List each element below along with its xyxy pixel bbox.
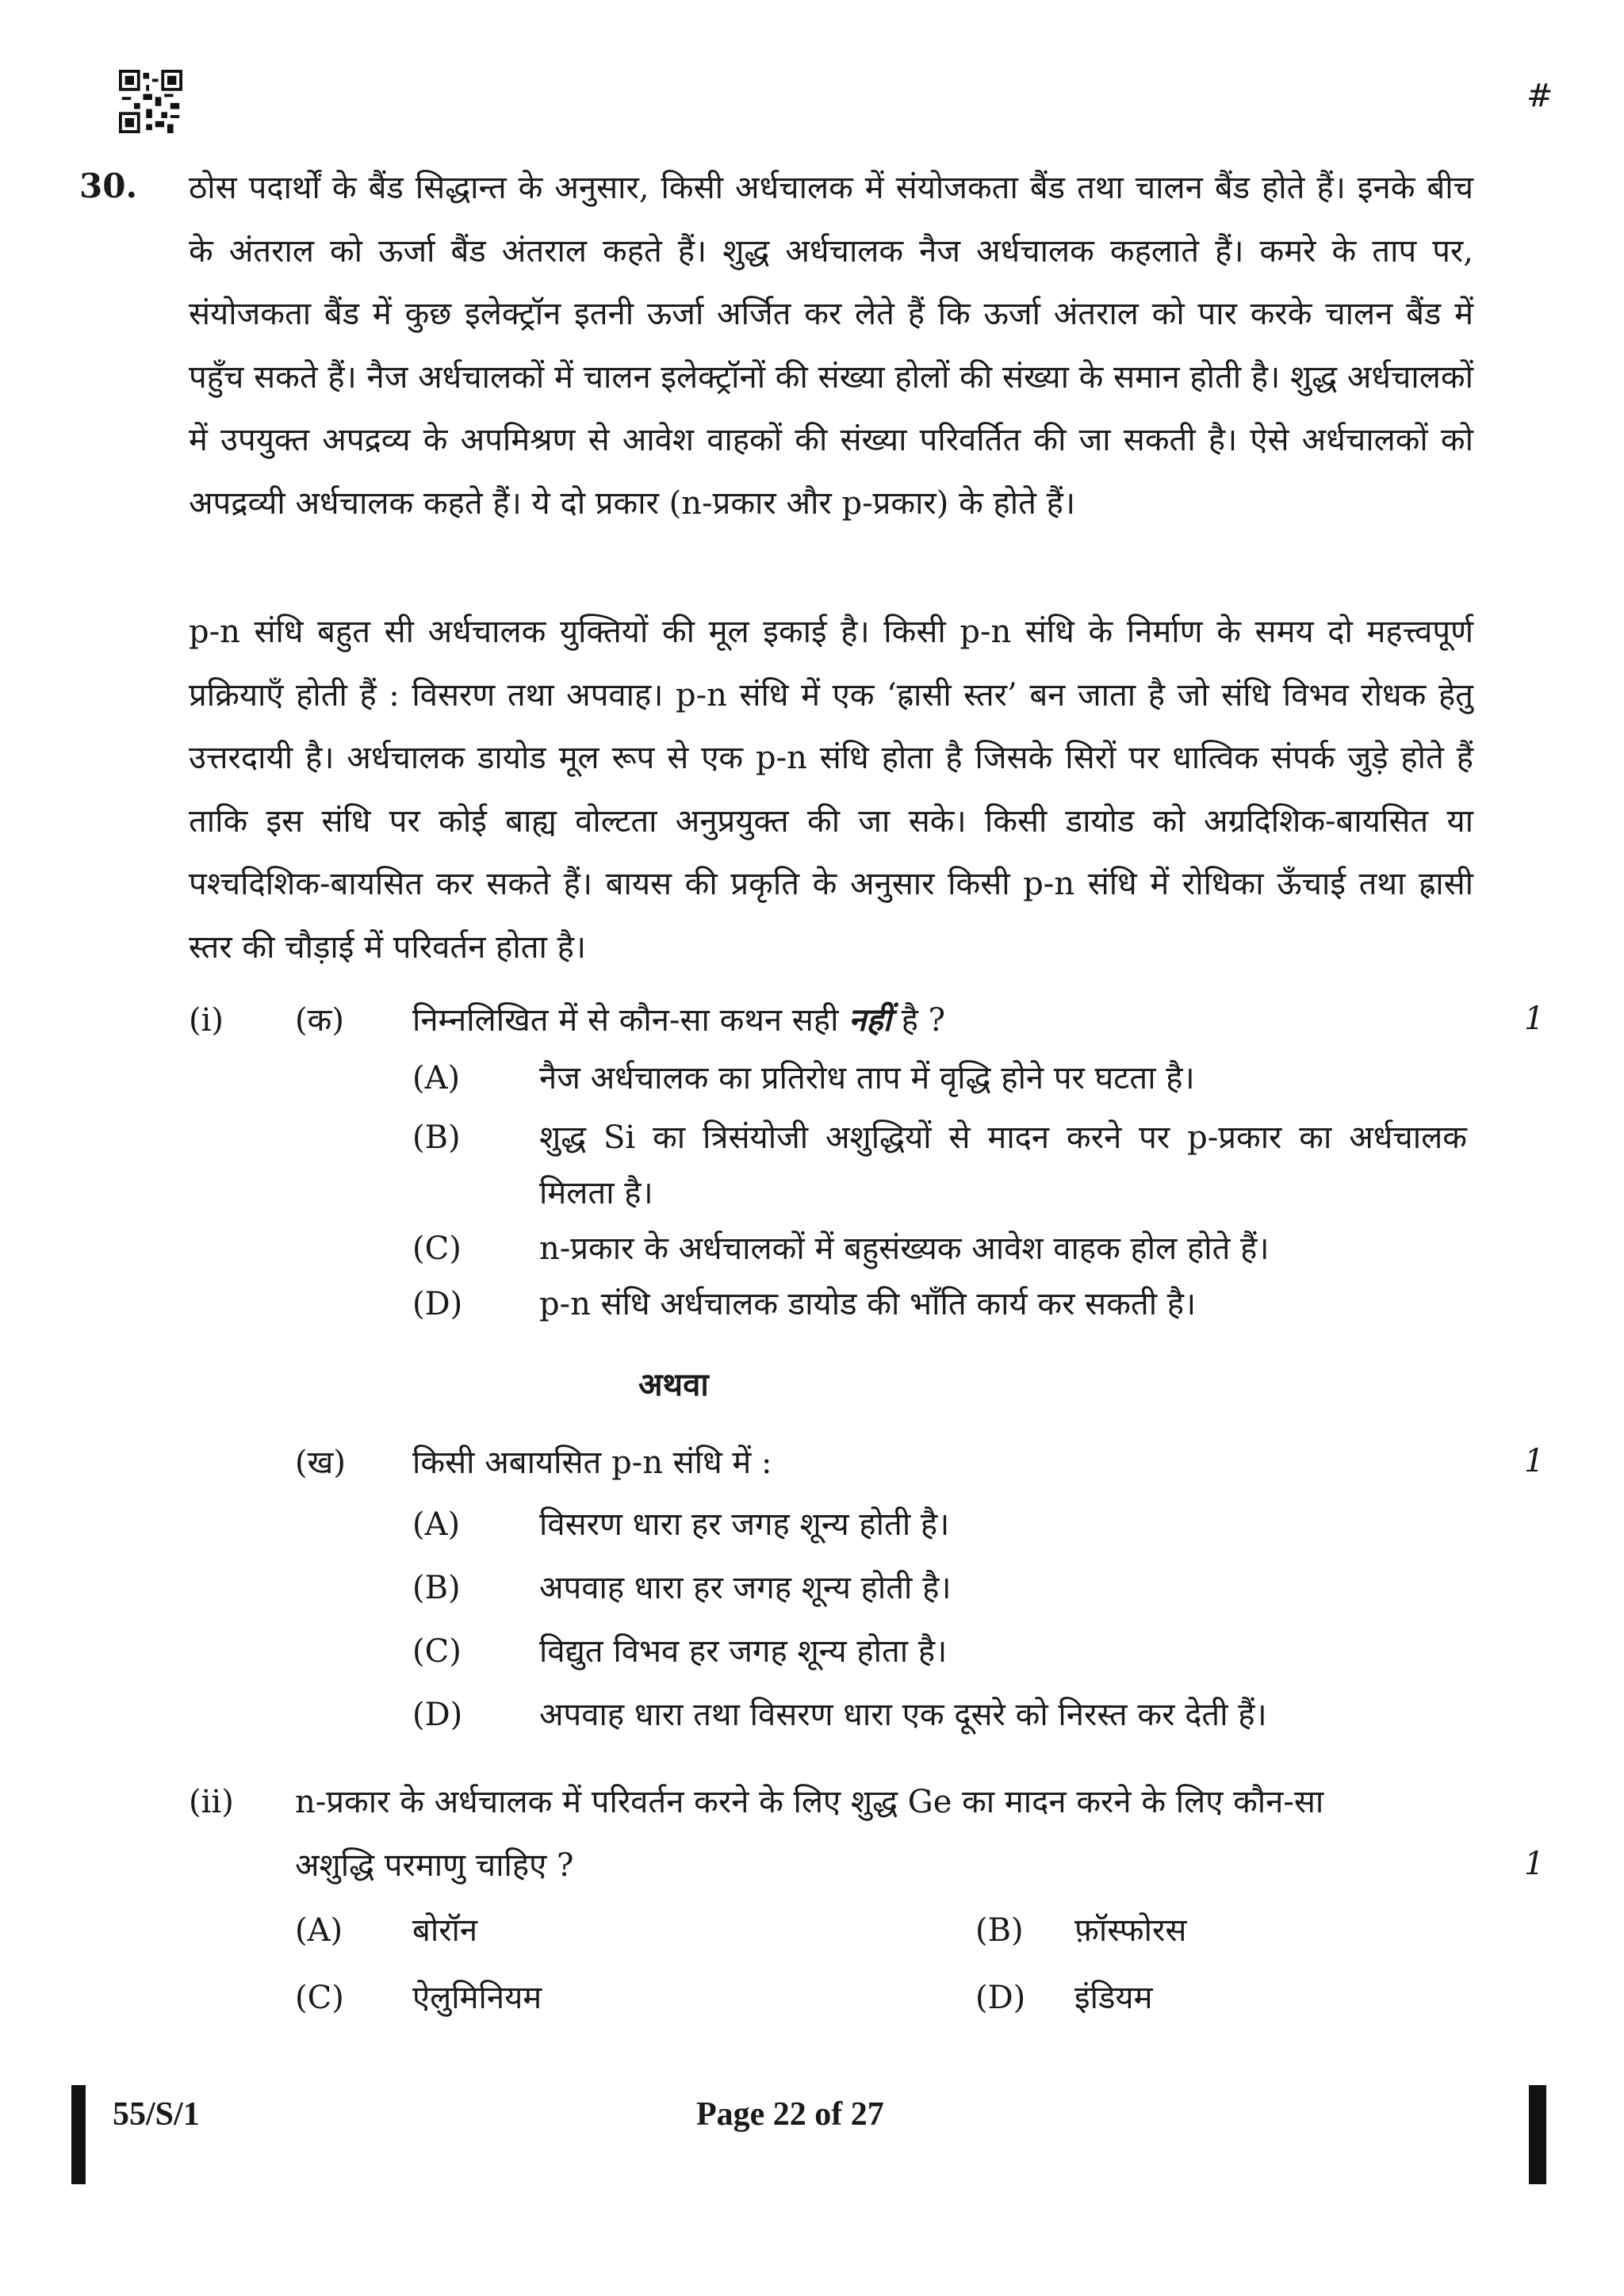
option-label: (B) [412, 1570, 461, 1606]
option-label: (C) [295, 1980, 344, 2016]
option-label: (A) [412, 1060, 461, 1096]
part-ka-question [412, 1001, 945, 1040]
option-text: फ़ॉस्फोरस [1074, 1912, 1187, 1949]
paper-code: 55/S/1 [113, 2096, 200, 2133]
option-text: इंडियम [1074, 1980, 1153, 2016]
option-label: (A) [295, 1912, 343, 1949]
option-text: शुद्ध Si का त्रिसंयोजी अशुद्धियों से मादन करने पर p-प्रकार का अर्धचालक मिलता है। [539, 1119, 1467, 1211]
option-text: p-n संधि अर्धचालक डायोड की भाँति कार्य कर सकती है। [539, 1286, 1197, 1322]
or-separator: अथवा [638, 1366, 709, 1403]
subquestion-ii-line2: अशुद्धि परमाणु चाहिए ? [295, 1847, 574, 1884]
option-text: नैज अर्धचालक का प्रतिरोध ताप में वृद्धि होने पर घटता है। [539, 1060, 1195, 1096]
part-ka-text-after: है ? [891, 1002, 946, 1039]
option-label: (D) [412, 1697, 463, 1733]
option-text: बोरॉन [412, 1912, 478, 1949]
passage-paragraph-2: p-n संधि बहुत सी अर्धचालक युक्तियों की मूल इकाई है। किसी p-n संधि के निर्माण के समय दो महत्त्वपूर्ण प्रक्रियाएँ होती हैं : विसरण तथा अपवाह। p-n संधि में एक ‘ह्रासी स्तर’ बन जाता है जो संधि विभव रोधक हेतु उत्तरदायी है। अर्धचालक डायोड मूल रूप से एक p-n संधि होता है जिसके सिरों पर धात्विक संपर्क जुड़े होते हैं ताकि इस संधि पर कोई बाह्य वोल्टता अनुप्रयुक्त की जा सके। किसी डायोड को अग्रदिशिक-बायसित या पश्चदिशिक-बायसित कर सकते हैं। बायस की प्रकृति के अनुसार किसी p-n संधि में रोधिका ऊँचाई तथा ह्रासी स्तर की चौड़ाई में परिवर्तन होता है। [189, 614, 1473, 966]
part-kha-label: (ख) [295, 1445, 346, 1481]
part-ka-emphasis: नहीं [848, 1001, 891, 1039]
option-text: विद्युत विभव हर जगह शून्य होता है। [539, 1633, 948, 1670]
part-ka-label: (क) [295, 1002, 344, 1039]
passage-paragraph-1: ठोस पदार्थों के बैंड सिद्धान्त के अनुसार, किसी अर्धचालक में संयोजकता बैंड तथा चालन बैंड होते हैं। इनके बीच के अंतराल को ऊर्जा बैंड अंतराल कहते हैं। शुद्ध अर्धचालक नैज अर्धचालक कहलाते हैं। कमरे के ताप पर, संयोजकता बैंड में कुछ इलेक्ट्रॉन इतनी ऊर्जा अर्जित कर लेते हैं कि ऊर्जा अंतराल को पार करके चालन बैंड में पहुँच सकते हैं। नैज अर्धचालकों में चालन इलेक्ट्रॉनों की संख्या होलों की संख्या के समान होती है। शुद्ध अर्धचालकों में उपयुक्त अपद्रव्य के अपमिश्रण से आवेश वाहकों की संख्या परिवर्तित की जा सकती है। ऐसे अर्धचालकों को अपद्रव्यी अर्धचालक कहते हैं। ये दो प्रकार (n-प्रकार और p-प्रकार) के होते हैं। [189, 170, 1473, 522]
option-text: n-प्रकार के अर्धचालकों में बहुसंख्यक आवेश वाहक होल होते हैं। [539, 1230, 1270, 1267]
option-label: (B) [975, 1912, 1024, 1949]
part-ka-text-before: निम्नलिखित में से कौन-सा कथन सही [412, 1002, 849, 1039]
option-label: (C) [412, 1230, 462, 1267]
subquestion-i-label: (i) [189, 1002, 224, 1039]
option-text: ऐलुमिनियम [412, 1980, 542, 2016]
marks-ii: 1 [1524, 1846, 1545, 1882]
page-hash-mark: # [1526, 78, 1553, 114]
subquestion-ii-label: (ii) [189, 1784, 234, 1820]
option-label: (D) [412, 1286, 463, 1322]
option-label: (D) [975, 1980, 1026, 2016]
part-kha-question: किसी अबायसित p-n संधि में : [412, 1445, 772, 1481]
qr-code-icon [119, 70, 182, 133]
subquestion-ii-line1: n-प्रकार के अर्धचालक में परिवर्तन करने के लिए शुद्ध Ge का मादन करने के लिए कौन-सा [295, 1784, 1324, 1820]
option-text: विसरण धारा हर जगह शून्य होती है। [539, 1506, 950, 1543]
option-text: अपवाह धारा हर जगह शून्य होती है। [539, 1570, 952, 1606]
option-label: (C) [412, 1633, 462, 1670]
option-text: अपवाह धारा तथा विसरण धारा एक दूसरे को निरस्त कर देती हैं। [539, 1697, 1267, 1733]
page-number: Page 22 of 27 [696, 2096, 884, 2133]
question-number: 30. [79, 166, 138, 205]
option-label: (B) [412, 1119, 461, 1156]
marks-ka: 1 [1524, 1001, 1545, 1037]
footer-right-bar [1529, 2085, 1546, 2184]
marks-kha: 1 [1524, 1443, 1545, 1479]
option-label: (A) [412, 1506, 461, 1543]
footer-left-bar [71, 2085, 86, 2184]
